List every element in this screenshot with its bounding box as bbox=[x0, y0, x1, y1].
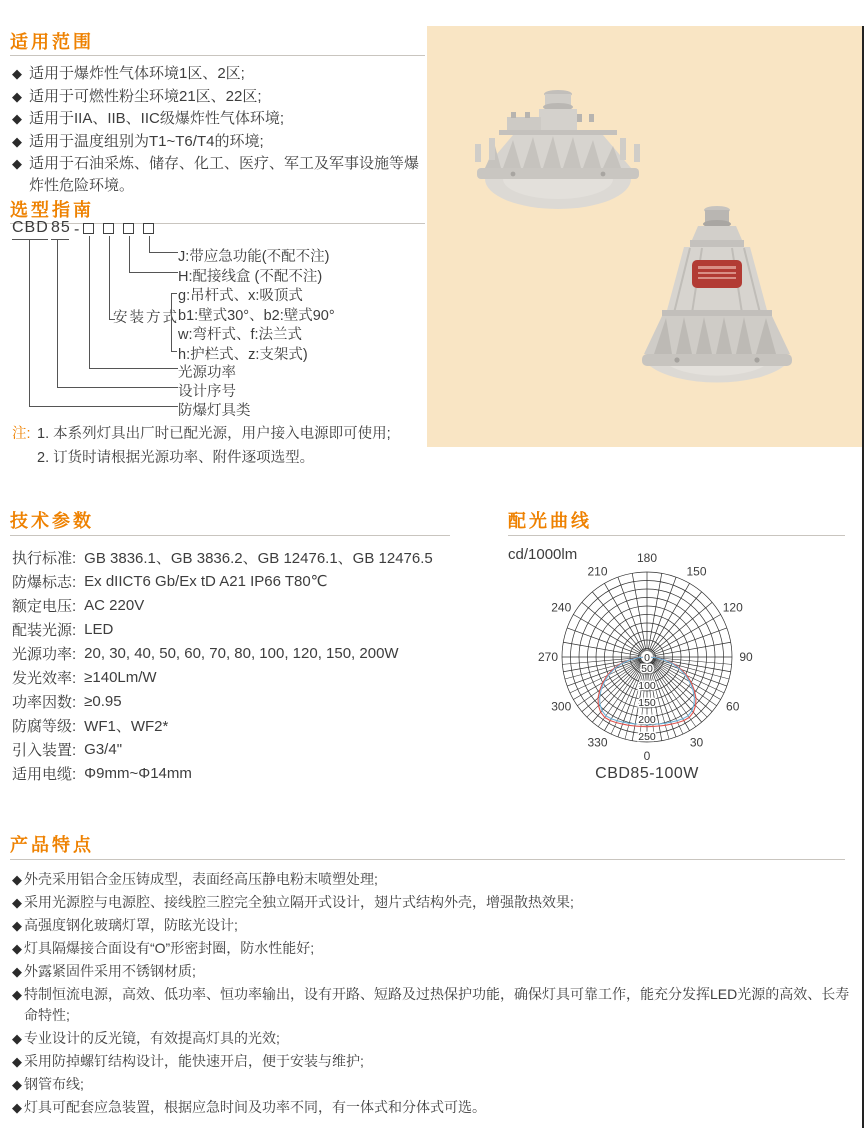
model-code-dash: - bbox=[74, 221, 80, 238]
diamond-bullet-icon: ◆ bbox=[12, 895, 22, 910]
spec-label: 光源功率: bbox=[12, 645, 77, 663]
rule-application-scope bbox=[10, 55, 425, 56]
spec-row bbox=[12, 689, 482, 713]
photometric-unit-label: cd/1000lm bbox=[508, 546, 578, 563]
svg-text:0: 0 bbox=[644, 652, 650, 664]
feature-item-text: 采用光源腔与电源腔、接线腔三腔完全独立隔开式设计，翅片式结构外壳，增强散热效果; bbox=[24, 894, 574, 910]
diamond-bullet-icon: ◆ bbox=[12, 1031, 22, 1046]
feature-item bbox=[12, 938, 850, 959]
spec-value: G3/4" bbox=[84, 740, 123, 758]
rule-product-features bbox=[10, 859, 845, 860]
diamond-bullet-icon: ◆ bbox=[12, 872, 22, 887]
scope-item-text: 适用于爆炸性气体环境1区、2区; bbox=[29, 65, 245, 82]
diamond-bullet-icon: ◆ bbox=[12, 133, 22, 149]
diamond-bullet-icon: ◆ bbox=[12, 88, 22, 104]
svg-text:90: 90 bbox=[739, 650, 753, 664]
scope-item-text: 适用于温度组别为T1~T6/T4的环境; bbox=[29, 132, 264, 150]
feature-item-text: 外露紧固件采用不锈钢材质; bbox=[24, 963, 196, 979]
tech-specs-list bbox=[12, 545, 482, 785]
spec-value: ≥0.95 bbox=[84, 692, 122, 710]
application-scope-list bbox=[12, 63, 420, 197]
model-code-prefix: CBD bbox=[12, 219, 48, 240]
diamond-bullet-icon: ◆ bbox=[12, 111, 22, 126]
spec-row bbox=[12, 617, 482, 641]
label-light-source-power: 光源功率 bbox=[178, 365, 236, 381]
scope-item-text: 适用于石油采炼、储存、化工、医疗、军工及军事设施等爆炸性危险环境。 bbox=[29, 155, 420, 194]
scope-item-text: 适用于IIA、IIB、IIC级爆炸性气体环境; bbox=[29, 110, 285, 127]
heading-application-scope: 适用范围 bbox=[10, 32, 94, 52]
label-design-serial: 设计序号 bbox=[178, 384, 236, 400]
model-box-4 bbox=[143, 223, 154, 234]
feature-item-text: 专业设计的反光镜，有效提高灯具的光效; bbox=[24, 1030, 280, 1046]
chart-caption-model: CBD85-100W bbox=[595, 765, 699, 782]
svg-text:180: 180 bbox=[636, 551, 658, 565]
diamond-bullet-icon: ◆ bbox=[12, 918, 22, 933]
product-photo-panel bbox=[427, 26, 863, 447]
spec-value: 20, 30, 40, 50, 60, 70, 80, 100, 120, 150, 200W bbox=[84, 644, 399, 662]
svg-text:120: 120 bbox=[722, 600, 743, 615]
spec-row bbox=[12, 665, 482, 689]
spec-label: 引入装置: bbox=[12, 741, 77, 759]
spec-label: 防腐等级: bbox=[12, 717, 77, 735]
note-item-1: 1. 本系列灯具出厂时已配光源，用户接入电源即可使用; bbox=[37, 426, 391, 442]
scope-item-text: 适用于可燃性粉尘环境21区、22区; bbox=[29, 87, 262, 105]
spec-value: LED bbox=[84, 620, 114, 638]
spec-value: WF1、WF2* bbox=[84, 717, 169, 735]
svg-text:330: 330 bbox=[587, 735, 608, 750]
svg-text:210: 210 bbox=[587, 564, 608, 579]
label-emergency-option: J:带应急功能(不配不注) bbox=[178, 249, 330, 265]
note-item-2: 2. 订货时请根据光源功率、附件逐项选型。 bbox=[37, 450, 315, 466]
mounting-options bbox=[178, 287, 335, 365]
rule-photometric-curve bbox=[508, 535, 845, 536]
product-photo-bell-lamp-illustration bbox=[632, 202, 802, 422]
heading-product-features: 产品特点 bbox=[10, 835, 94, 855]
feature-item-text: 采用防掉螺钉结构设计，能快速开启，便于安装与维护; bbox=[24, 1053, 364, 1069]
spec-row bbox=[12, 641, 482, 665]
rule-tech-specs bbox=[10, 535, 450, 536]
mounting-option: g:吊杆式、x:吸顶式 bbox=[178, 288, 303, 304]
spec-label: 额定电压: bbox=[12, 597, 77, 615]
spec-value: Φ9mm~Φ14mm bbox=[84, 764, 192, 782]
svg-text:30: 30 bbox=[689, 735, 704, 750]
svg-text:0: 0 bbox=[643, 749, 651, 763]
heading-tech-specs: 技术参数 bbox=[10, 511, 94, 531]
scope-item bbox=[12, 108, 420, 130]
svg-text:150: 150 bbox=[686, 564, 707, 579]
diamond-bullet-icon: ◆ bbox=[12, 1077, 22, 1092]
scope-item bbox=[12, 86, 420, 108]
spec-label: 防爆标志: bbox=[12, 573, 77, 591]
svg-text:150: 150 bbox=[638, 697, 656, 709]
scope-item bbox=[12, 63, 420, 85]
svg-text:300: 300 bbox=[551, 699, 572, 714]
svg-text:240: 240 bbox=[551, 600, 572, 615]
spec-value: GB 3836.1、GB 3836.2、GB 12476.1、GB 12476.5 bbox=[84, 549, 433, 567]
mounting-option: b1:壁式30°、b2:壁式90° bbox=[178, 307, 335, 324]
svg-text:200: 200 bbox=[638, 714, 656, 726]
feature-item-text: 灯具可配套应急装置，根据应急时间及功率不同，有一体式和分体式可选。 bbox=[24, 1099, 486, 1115]
model-box-2 bbox=[103, 223, 114, 234]
svg-text:250: 250 bbox=[638, 731, 656, 743]
feature-item-text: 钢管布线; bbox=[24, 1076, 84, 1092]
svg-text:270: 270 bbox=[537, 650, 559, 664]
feature-item bbox=[12, 1051, 850, 1072]
label-junction-box-option: H:配接线盒 (不配不注) bbox=[178, 269, 323, 285]
diamond-bullet-icon: ◆ bbox=[12, 156, 22, 171]
mounting-option: h:护栏式、z:支架式) bbox=[178, 346, 308, 363]
model-box-1 bbox=[83, 223, 94, 234]
feature-item bbox=[12, 961, 850, 982]
spec-value: AC 220V bbox=[84, 596, 145, 614]
heading-photometric-curve: 配光曲线 bbox=[508, 511, 592, 531]
rule-selection-guide bbox=[10, 223, 425, 224]
feature-item bbox=[12, 1097, 850, 1118]
diamond-bullet-icon: ◆ bbox=[12, 964, 22, 979]
heading-selection-guide: 选型指南 bbox=[10, 200, 94, 220]
feature-item bbox=[12, 984, 850, 1026]
spec-row bbox=[12, 593, 482, 617]
spec-label: 配装光源: bbox=[12, 621, 77, 639]
page-right-edge-line bbox=[862, 26, 864, 1128]
spec-row bbox=[12, 737, 482, 761]
svg-text:100: 100 bbox=[638, 680, 656, 692]
svg-text:60: 60 bbox=[726, 699, 740, 714]
spec-value: ≥140Lm/W bbox=[84, 668, 157, 686]
diamond-bullet-icon: ◆ bbox=[12, 66, 22, 81]
model-box-3 bbox=[123, 223, 134, 234]
feature-item bbox=[12, 1028, 850, 1049]
product-features-list bbox=[12, 869, 850, 1120]
label-lamp-category: 防爆灯具类 bbox=[178, 403, 251, 419]
feature-item-text: 特制恒流电源，高效、低功率、恒功率输出，设有开路、短路及过热保护功能，确保灯具可靠工作，能充分发挥LED光源的高效、长寿命特性; bbox=[24, 986, 850, 1023]
polar-photometric-chart bbox=[535, 545, 759, 769]
note-label: 注: bbox=[12, 426, 31, 442]
spec-value: Ex dIICT6 Gb/Ex tD A21 IP66 T80℃ bbox=[84, 573, 328, 590]
mounting-options-brace bbox=[171, 293, 176, 352]
scope-item bbox=[12, 153, 420, 196]
feature-item bbox=[12, 1074, 850, 1095]
mounting-option: w:弯杆式、f:法兰式 bbox=[178, 327, 303, 343]
svg-text:50: 50 bbox=[641, 663, 653, 675]
spec-label: 发光效率: bbox=[12, 669, 77, 687]
feature-item-text: 外壳采用铝合金压铸成型，表面经高压静电粉末喷塑处理; bbox=[24, 871, 378, 887]
feature-item bbox=[12, 869, 850, 890]
feature-item-text: 灯具隔爆接合面设有“O”形密封圈，防水性能好; bbox=[24, 940, 315, 956]
spec-row bbox=[12, 569, 482, 593]
spec-label: 功率因数: bbox=[12, 693, 77, 711]
scope-item bbox=[12, 131, 420, 153]
spec-row bbox=[12, 713, 482, 737]
model-code-series: 85 bbox=[51, 219, 69, 240]
product-photo-saucer-lamp-illustration bbox=[455, 86, 660, 221]
diamond-bullet-icon: ◆ bbox=[12, 1100, 22, 1115]
feature-item bbox=[12, 915, 850, 936]
diamond-bullet-icon: ◆ bbox=[12, 941, 22, 956]
spec-label: 适用电缆: bbox=[12, 765, 77, 783]
feature-item-text: 高强度钢化玻璃灯罩，防眩光设计; bbox=[24, 917, 238, 933]
spec-row bbox=[12, 545, 482, 569]
spec-label: 执行标准: bbox=[12, 549, 77, 567]
label-mounting-type: 安装方式 bbox=[113, 310, 179, 326]
diamond-bullet-icon: ◆ bbox=[12, 987, 22, 1002]
spec-row bbox=[12, 761, 482, 785]
diamond-bullet-icon: ◆ bbox=[12, 1054, 22, 1069]
feature-item bbox=[12, 892, 850, 913]
